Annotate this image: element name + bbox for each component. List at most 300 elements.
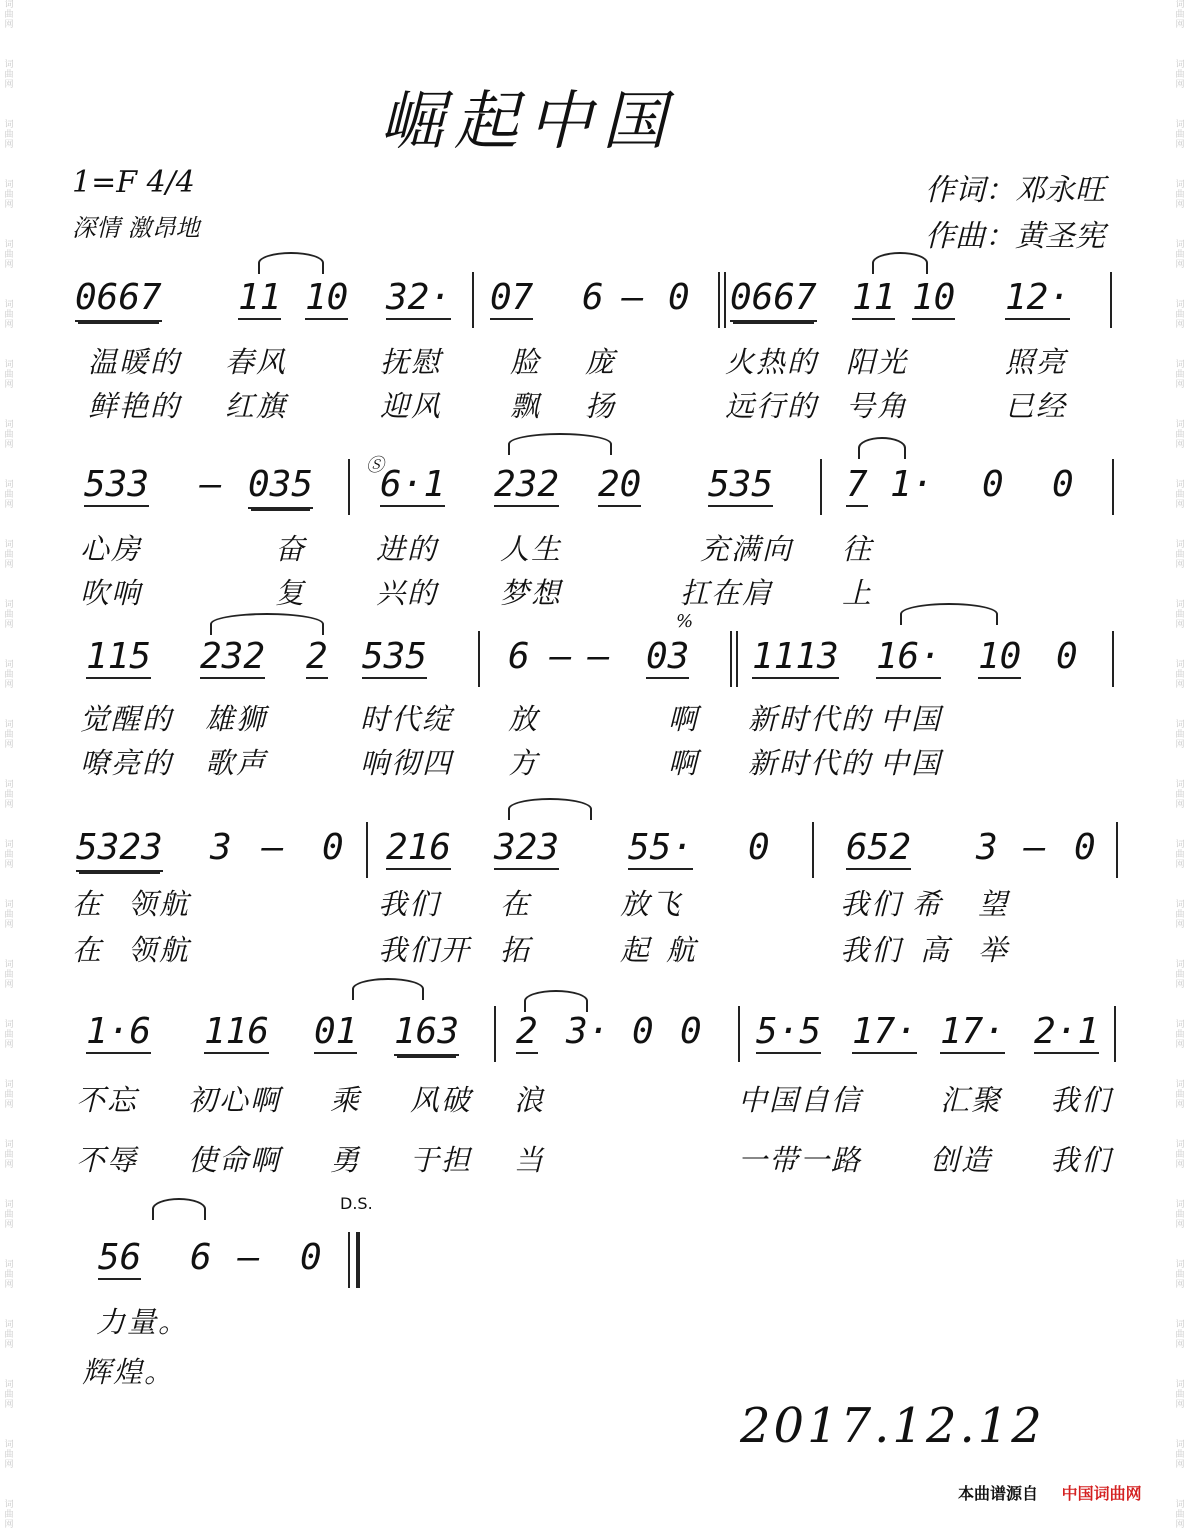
lyric: 不忘 — [76, 1083, 139, 1117]
watermark-char: 网 — [1175, 1100, 1185, 1110]
note-group: 0667 — [75, 278, 162, 322]
lyric: 上 — [842, 576, 874, 610]
watermark-char: 曲 — [4, 1270, 14, 1280]
lyric: 吹响 — [80, 576, 143, 610]
credits — [925, 168, 1105, 260]
note-group: – — [550, 636, 572, 677]
watermark-char: 曲 — [4, 490, 14, 500]
note-group: 0 — [1056, 636, 1078, 677]
watermark-unit — [4, 1500, 13, 1530]
watermark-unit — [4, 420, 13, 450]
final-barline — [356, 1232, 360, 1288]
watermark-unit — [1175, 240, 1184, 270]
watermark-unit — [1175, 1440, 1184, 1470]
watermark-char: 词 — [1175, 1140, 1185, 1150]
lyric: 航 — [666, 933, 698, 967]
watermark-char: 网 — [4, 1160, 14, 1170]
lyric: 浪 — [514, 1083, 546, 1117]
watermark-char: 网 — [4, 200, 14, 210]
watermark-char: 词 — [1175, 60, 1185, 70]
note-group: – — [1024, 827, 1046, 868]
notation-row — [0, 455, 1189, 515]
note-group: 2 — [306, 636, 328, 677]
note-group: 0 — [680, 1011, 702, 1052]
watermark-char: 网 — [1175, 980, 1185, 990]
segno-mark: Ⓢ — [366, 455, 384, 476]
watermark-char: 网 — [4, 20, 14, 30]
lyric: 春风 — [225, 345, 288, 379]
lyric: 中国 — [880, 746, 943, 780]
watermark-char: 网 — [1175, 500, 1185, 510]
notation-row — [0, 1194, 1189, 1288]
watermark-unit — [1175, 360, 1184, 390]
lyric: 领航 — [128, 933, 191, 967]
watermark-char: 网 — [4, 1400, 14, 1410]
watermark-char: 网 — [4, 320, 14, 330]
watermark-char: 词 — [1175, 1320, 1185, 1330]
watermark-char: 网 — [4, 740, 14, 750]
lyric: 觉醒的 — [80, 702, 174, 736]
slur — [210, 613, 324, 635]
watermark-char: 曲 — [1175, 130, 1185, 140]
watermark-char: 曲 — [4, 910, 14, 920]
watermark-unit — [1175, 1200, 1184, 1230]
note-group: 116 — [204, 1011, 270, 1052]
lyric: 照亮 — [1005, 345, 1068, 379]
slur — [872, 252, 928, 274]
watermark-unit — [1175, 0, 1184, 30]
watermark-char: 词 — [1175, 1200, 1185, 1210]
watermark-char: 曲 — [1175, 490, 1185, 500]
lyric: 抚慰 — [380, 345, 443, 379]
watermark-char: 词 — [1175, 600, 1185, 610]
composer: 作曲：黄圣宪 — [925, 219, 1105, 254]
watermark-unit — [1175, 720, 1184, 750]
note-group: 323 — [494, 827, 560, 868]
watermark-char: 曲 — [1175, 1270, 1185, 1280]
lyric: 在 — [72, 887, 104, 921]
watermark-char: 曲 — [1175, 70, 1185, 80]
watermark-char: 网 — [1175, 680, 1185, 690]
watermark-char: 曲 — [4, 730, 14, 740]
watermark-char: 网 — [1175, 800, 1185, 810]
lyric: 辉煌。 — [82, 1355, 176, 1389]
note-group: 0 — [668, 277, 690, 318]
lyric: 扬 — [585, 389, 617, 423]
note-group: 6 — [508, 636, 530, 677]
lyric: 我们 — [840, 933, 903, 967]
notation-row — [0, 828, 1189, 878]
watermark-unit — [1175, 1140, 1184, 1170]
watermark-unit — [4, 180, 13, 210]
watermark-char: 曲 — [1175, 310, 1185, 320]
note-group: 10 — [305, 277, 349, 318]
lyric: 兴的 — [376, 576, 439, 610]
lyric: 响彻四 — [360, 746, 454, 780]
watermark-char: 网 — [4, 1460, 14, 1470]
watermark-char: 曲 — [1175, 730, 1185, 740]
note-group: 6 — [582, 277, 604, 318]
song-title: 崛起中国 — [380, 85, 676, 159]
watermark-char: 词 — [1175, 240, 1185, 250]
watermark-char: 网 — [4, 500, 14, 510]
watermark-unit — [1175, 1080, 1184, 1110]
barline — [472, 272, 474, 328]
lyric: 鲜艳的 — [88, 389, 182, 423]
watermark-char: 词 — [4, 900, 14, 910]
watermark-char: 网 — [1175, 860, 1185, 870]
watermark-char: 曲 — [4, 1330, 14, 1340]
watermark-unit — [4, 1440, 13, 1470]
lyric: 我们 — [378, 887, 441, 921]
watermark-char: 网 — [4, 920, 14, 930]
watermark-char: 网 — [1175, 80, 1185, 90]
watermark-char: 曲 — [1175, 670, 1185, 680]
watermark-char: 词 — [4, 480, 14, 490]
note-group: 533 — [84, 464, 150, 505]
lyric: 温暖的 — [88, 345, 182, 379]
watermark-char: 词 — [1175, 1020, 1185, 1030]
note-group: 652 — [846, 827, 912, 868]
watermark-char: 词 — [1175, 300, 1185, 310]
watermark-char: 网 — [4, 440, 14, 450]
lyric: 我们 — [840, 887, 903, 921]
watermark-char: 网 — [1175, 1280, 1185, 1290]
watermark-char: 网 — [4, 1520, 14, 1530]
watermark-char: 网 — [4, 680, 14, 690]
lyric: 号角 — [846, 389, 909, 423]
watermark-char: 词 — [1175, 1380, 1185, 1390]
watermark-char: 曲 — [4, 1510, 14, 1520]
notation-row — [0, 1012, 1189, 1062]
lyric: 初心啊 — [188, 1083, 282, 1117]
lyric: 在 — [72, 933, 104, 967]
note-group: 11 — [852, 277, 896, 318]
barline — [1116, 822, 1118, 878]
watermark-char: 词 — [1175, 1440, 1185, 1450]
watermark-unit — [4, 240, 13, 270]
note-group: 3 — [210, 827, 232, 868]
barline — [494, 1006, 496, 1062]
lyricist: 作词：邓永旺 — [925, 173, 1105, 208]
lyric: 我们 — [1050, 1143, 1113, 1177]
note-group: 0 — [748, 827, 770, 868]
watermark-strip-left — [0, 0, 18, 1531]
watermark-char: 曲 — [1175, 850, 1185, 860]
watermark-char: 词 — [1175, 180, 1185, 190]
watermark-char: 词 — [4, 1080, 14, 1090]
note-group: 6·1 — [380, 464, 446, 505]
source-label: 本曲谱源自 — [958, 1484, 1039, 1503]
watermark-char: 曲 — [1175, 190, 1185, 200]
lyric: 梦想 — [500, 576, 563, 610]
watermark-unit — [4, 780, 13, 810]
lyric: 汇聚 — [940, 1083, 1003, 1117]
watermark-char: 曲 — [4, 670, 14, 680]
lyric: 进的 — [376, 532, 439, 566]
watermark-char: 网 — [1175, 920, 1185, 930]
lyric: 放飞 — [620, 887, 683, 921]
watermark-char: 曲 — [4, 70, 14, 80]
watermark-char: 网 — [1175, 1460, 1185, 1470]
lyric: 远行的 — [725, 389, 819, 423]
lyric: 当 — [514, 1143, 546, 1177]
watermark-char: 曲 — [4, 1150, 14, 1160]
watermark-char: 词 — [4, 1440, 14, 1450]
watermark-char: 网 — [4, 980, 14, 990]
lyric: 方 — [508, 746, 540, 780]
watermark-char: 曲 — [4, 430, 14, 440]
watermark-strip-right — [1171, 0, 1189, 1531]
watermark-char: 词 — [4, 0, 14, 10]
watermark-unit — [4, 900, 13, 930]
watermark-char: 词 — [4, 1020, 14, 1030]
lyric: 我们 — [1050, 1083, 1113, 1117]
watermark-char: 曲 — [1175, 790, 1185, 800]
lyric: 红旗 — [225, 389, 288, 423]
slur — [508, 433, 612, 455]
watermark-unit — [1175, 780, 1184, 810]
watermark-char: 词 — [1175, 1500, 1185, 1510]
watermark-char: 曲 — [4, 250, 14, 260]
watermark-char: 词 — [4, 1500, 14, 1510]
date-signature: 2017.12.12 — [740, 1398, 1045, 1454]
note-group: 07 — [490, 277, 534, 318]
watermark-unit — [4, 540, 13, 570]
watermark-char: 网 — [1175, 320, 1185, 330]
watermark-char: 曲 — [4, 190, 14, 200]
watermark-char: 词 — [4, 540, 14, 550]
lyric: 雄狮 — [205, 702, 268, 736]
watermark-char: 曲 — [1175, 610, 1185, 620]
watermark-char: 曲 — [1175, 1450, 1185, 1460]
note-group: 163 — [394, 1012, 459, 1056]
lyric: 望 — [978, 887, 1010, 921]
watermark-char: 词 — [1175, 1260, 1185, 1270]
watermark-char: 词 — [1175, 480, 1185, 490]
barline — [348, 459, 350, 515]
watermark-char: 词 — [1175, 900, 1185, 910]
watermark-char: 网 — [4, 860, 14, 870]
note-group: 0 — [322, 827, 344, 868]
dal-segno-mark: D.S. — [340, 1194, 373, 1213]
watermark-unit — [1175, 120, 1184, 150]
lyric: 我们开 — [378, 933, 472, 967]
note-group: 32· — [386, 277, 452, 318]
lyric: 使命啊 — [188, 1143, 282, 1177]
watermark-char: 词 — [1175, 120, 1185, 130]
watermark-unit — [1175, 1500, 1184, 1530]
lyric: 人生 — [500, 532, 563, 566]
barline — [1112, 459, 1114, 515]
watermark-unit — [4, 1380, 13, 1410]
watermark-char: 曲 — [1175, 1030, 1185, 1040]
slur — [258, 252, 324, 274]
watermark-char: 网 — [1175, 260, 1185, 270]
note-group: 0 — [1052, 464, 1074, 505]
watermark-char: 曲 — [1175, 550, 1185, 560]
note-group: 7 — [846, 464, 868, 505]
watermark-char: 网 — [1175, 1400, 1185, 1410]
watermark-char: 词 — [4, 1260, 14, 1270]
note-group: – — [262, 827, 284, 868]
note-group: 16· — [876, 636, 942, 677]
lyric: 风破 — [410, 1083, 473, 1117]
note-group: 0 — [982, 464, 1004, 505]
lyric: 已经 — [1005, 389, 1068, 423]
watermark-char: 词 — [4, 840, 14, 850]
note-group: 232 — [200, 636, 266, 677]
note-group: 17· — [852, 1011, 918, 1052]
lyric: 时代绽 — [360, 702, 454, 736]
lyric: 火热的 — [725, 345, 819, 379]
lyric: 拓 — [500, 933, 532, 967]
note-group: 11 — [238, 277, 282, 318]
watermark-char: 词 — [4, 1200, 14, 1210]
lyric: 领航 — [128, 887, 191, 921]
watermark-char: 词 — [4, 360, 14, 370]
lyric: 脸 — [510, 345, 542, 379]
watermark-char: 曲 — [1175, 1210, 1185, 1220]
lyric: 力量。 — [96, 1305, 190, 1339]
slur — [524, 990, 588, 1012]
watermark-char: 网 — [1175, 1520, 1185, 1530]
barline — [478, 631, 480, 687]
note-group: 216 — [386, 827, 452, 868]
lyric: 于担 — [410, 1143, 473, 1177]
watermark-unit — [4, 720, 13, 750]
slur — [508, 798, 592, 820]
note-group: 12· — [1005, 277, 1071, 318]
watermark-char: 曲 — [1175, 910, 1185, 920]
lyric: 一带一路 — [738, 1143, 863, 1177]
watermark-unit — [4, 1140, 13, 1170]
watermark-char: 词 — [1175, 1080, 1185, 1090]
source-footer — [958, 1481, 1142, 1504]
watermark-char: 网 — [1175, 1040, 1185, 1050]
watermark-char: 曲 — [1175, 1510, 1185, 1520]
barline — [730, 631, 732, 687]
watermark-char: 词 — [1175, 660, 1185, 670]
note-group: 035 — [248, 465, 313, 509]
watermark-char: 词 — [4, 780, 14, 790]
note-group: 2 — [516, 1011, 538, 1052]
note-group: – — [200, 464, 222, 505]
watermark-unit — [4, 960, 13, 990]
watermark-char: 网 — [4, 1220, 14, 1230]
note-group: 20 — [598, 464, 642, 505]
watermark-char: 曲 — [4, 1030, 14, 1040]
watermark-char: 网 — [4, 1100, 14, 1110]
note-group: 2·1 — [1034, 1011, 1100, 1052]
lyric: 迎风 — [380, 389, 443, 423]
watermark-char: 网 — [4, 260, 14, 270]
barline — [1114, 1006, 1116, 1062]
watermark-unit — [4, 60, 13, 90]
watermark-unit — [4, 360, 13, 390]
tempo-marking: 深情 激昂地 — [72, 214, 200, 242]
lyric: 不辱 — [76, 1143, 139, 1177]
lyric: 充满向 — [700, 532, 794, 566]
lyric: 啊 — [668, 702, 700, 736]
barline — [718, 272, 720, 328]
note-group: 535 — [362, 636, 428, 677]
watermark-unit — [1175, 900, 1184, 930]
watermark-char: 网 — [4, 620, 14, 630]
watermark-char: 网 — [4, 800, 14, 810]
barline — [366, 822, 368, 878]
watermark-char: 曲 — [1175, 10, 1185, 20]
watermark-unit — [1175, 420, 1184, 450]
watermark-char: 网 — [4, 1280, 14, 1290]
watermark-char: 词 — [1175, 420, 1185, 430]
note-group: 1·6 — [86, 1011, 152, 1052]
lyric: 复 — [275, 576, 307, 610]
watermark-char: 词 — [4, 600, 14, 610]
barline — [820, 459, 822, 515]
lyric: 奋 — [275, 532, 307, 566]
watermark-char: 网 — [1175, 380, 1185, 390]
watermark-char: 曲 — [4, 790, 14, 800]
watermark-char: 曲 — [4, 1450, 14, 1460]
lyric: 嘹亮的 — [80, 746, 174, 780]
source-site-link[interactable]: 中国词曲网 — [1061, 1484, 1142, 1503]
watermark-unit — [1175, 600, 1184, 630]
watermark-unit — [1175, 540, 1184, 570]
watermark-char: 网 — [4, 560, 14, 570]
watermark-unit — [4, 600, 13, 630]
slur — [858, 437, 906, 459]
watermark-char: 网 — [4, 1340, 14, 1350]
watermark-char: 网 — [1175, 560, 1185, 570]
watermark-char: 曲 — [4, 1390, 14, 1400]
key-signature: 1=F 4/4 — [72, 165, 195, 200]
lyric: 放 — [508, 702, 540, 736]
note-group: 55· — [628, 827, 694, 868]
watermark-char: 网 — [4, 380, 14, 390]
watermark-char: 词 — [4, 240, 14, 250]
note-group: 115 — [86, 636, 152, 677]
watermark-char: 词 — [4, 300, 14, 310]
watermark-char: 网 — [1175, 1220, 1185, 1230]
note-group: 56 — [98, 1237, 142, 1278]
barline — [724, 272, 726, 328]
coda-mark: % — [676, 611, 694, 632]
lyric: 庞 — [585, 345, 617, 379]
lyric: 飘 — [510, 389, 542, 423]
lyric: 心房 — [80, 532, 143, 566]
watermark-char: 网 — [4, 80, 14, 90]
note-group: – — [622, 277, 644, 318]
note-group: – — [238, 1237, 260, 1278]
watermark-unit — [4, 120, 13, 150]
lyric: 起 — [620, 933, 652, 967]
watermark-char: 曲 — [4, 1090, 14, 1100]
slur — [152, 1198, 206, 1220]
lyric: 中国自信 — [738, 1083, 863, 1117]
watermark-char: 网 — [1175, 1160, 1185, 1170]
watermark-char: 曲 — [4, 10, 14, 20]
lyric: 阳光 — [846, 345, 909, 379]
lyric: 歌声 — [205, 746, 268, 780]
note-group: 232 — [494, 464, 560, 505]
slur — [900, 603, 998, 625]
watermark-char: 网 — [1175, 440, 1185, 450]
watermark-unit — [1175, 1320, 1184, 1350]
lyric: 希 — [912, 887, 944, 921]
note-group: 6 — [190, 1237, 212, 1278]
barline — [1110, 272, 1112, 328]
